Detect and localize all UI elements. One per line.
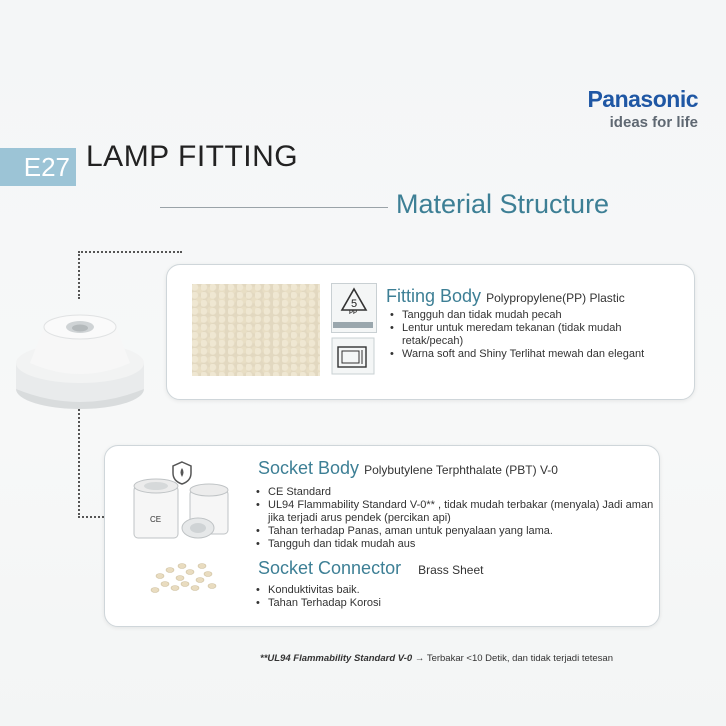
recycle-label: PP [348, 310, 357, 316]
fitting-body-material: Polypropylene(PP) Plastic [486, 291, 625, 305]
recycle-code: 5 [350, 298, 358, 310]
socket-body-bullets [254, 486, 654, 551]
title-divider [160, 207, 388, 208]
fitting-body-heading [386, 286, 625, 307]
list-item: • CE Standard [254, 486, 654, 499]
list-item: • Tahan Terhadap Korosi [254, 597, 554, 610]
fitting-body-bullets [388, 309, 678, 361]
lamp-fitting-image [8, 293, 158, 418]
footnote-text: → Terbakar <10 Detik, dan tidak terjadi tetesan [412, 653, 613, 664]
e27-badge: E27 [0, 148, 76, 186]
section-title: Material Structure [396, 189, 610, 219]
socket-body-heading [258, 458, 558, 479]
brand-tagline: ideas for life [609, 114, 698, 131]
list-item: • Konduktivitas baik. [254, 584, 554, 597]
socket-body-material: Polybutylene Terphthalate (PBT) V-0 [364, 463, 558, 477]
socket-connector-material: Brass Sheet [418, 563, 484, 577]
recycle-strip [333, 322, 373, 328]
brand-name: Panasonic [587, 86, 698, 112]
brass-pellets-image [140, 552, 230, 600]
ce-mark: CE [150, 515, 162, 524]
socket-body-title: Socket Body [258, 458, 360, 478]
panasonic-logo [548, 86, 698, 132]
socket-connector-bullets [254, 584, 554, 610]
list-item: • UL94 Flammability Standard V-0** , tidak mudah terbakar (menyala) Jadi aman jika terjadi arus pendek (percikan api) [254, 499, 654, 525]
list-item: • Warna soft and Shiny Terlihat mewah dan elegant [388, 348, 678, 361]
pp-pellets-image [192, 284, 320, 376]
list-item: • Tangguh dan tidak mudah pecah [388, 309, 678, 322]
page-title: LAMP FITTING [86, 140, 299, 173]
fitting-body-title: Fitting Body [386, 286, 482, 306]
list-item: • Tahan terhadap Panas, aman untuk penyalaan yang lama. [254, 525, 654, 538]
list-item: • Tangguh dan tidak mudah aus [254, 538, 654, 551]
microwave-icon [331, 337, 375, 375]
socket-connector-heading [258, 558, 483, 579]
footnote-standard: **UL94 Flammability Standard V-0 [260, 653, 413, 664]
list-item: • Lentur untuk meredam tekanan (tidak mudah retak/pecah) [388, 322, 678, 348]
footnote [260, 653, 613, 664]
socket-connector-title: Socket Connector [258, 558, 402, 578]
socket-body-image [128, 470, 248, 550]
